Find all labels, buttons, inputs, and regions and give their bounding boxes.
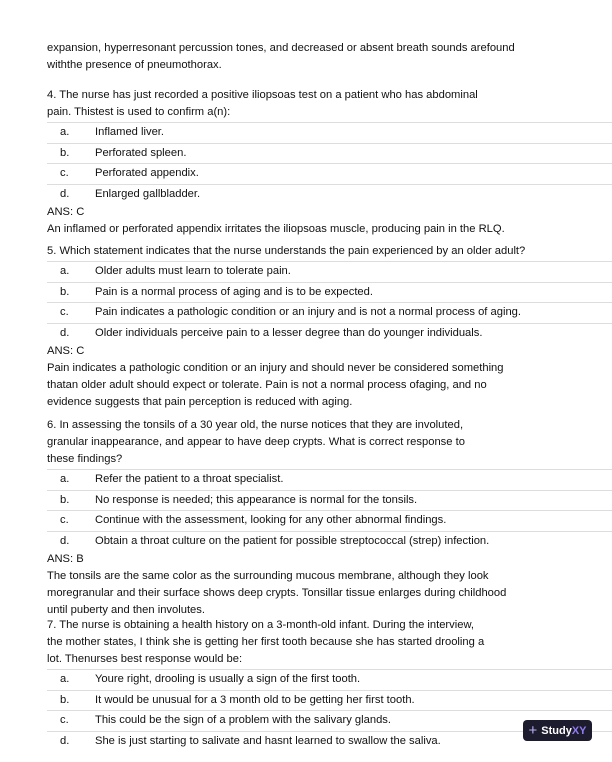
option-letter: c.	[60, 714, 69, 726]
studyxy-badge[interactable]	[523, 720, 592, 741]
option-text: No response is needed; this appearance is normal for the tonsils.	[95, 493, 418, 506]
option-letter: b.	[60, 146, 70, 159]
answer-key: ANS: B	[47, 553, 84, 565]
rationale-line: Pain indicates a pathologic condition or an injury and should never be considered something	[47, 362, 504, 374]
option-letter: c.	[60, 306, 69, 318]
question-stem: pain. Thistest is used to confirm a(n):	[47, 106, 231, 118]
option-row	[47, 669, 612, 690]
option-letter: d.	[60, 734, 70, 747]
rationale-line: The tonsils are the same color as the surrounding mucous membrane, although they look	[47, 570, 489, 582]
option-row	[47, 163, 612, 184]
option-letter: d.	[60, 534, 70, 547]
badge-main: Study	[541, 724, 572, 737]
option-letter: d.	[60, 187, 70, 200]
rationale-line: thatan older adult should expect or tolerate. Pain is not a normal process ofaging, and no	[47, 379, 487, 391]
option-text: Continue with the assessment, looking for any other abnormal findings.	[95, 514, 447, 526]
option-letter: c.	[60, 514, 69, 526]
option-letter: b.	[60, 693, 70, 706]
question-stem: granular inappearance, and appear to have deep crypts. What is correct response to	[47, 436, 465, 448]
question-stem: 7. The nurse is obtaining a health history on a 3-month-old infant. During the interview,	[47, 619, 475, 631]
option-row	[47, 469, 612, 490]
option-row	[47, 302, 612, 323]
option-text: Refer the patient to a throat specialist.	[95, 473, 284, 485]
option-row	[47, 282, 612, 303]
question-4	[47, 87, 612, 238]
option-row	[47, 184, 612, 205]
option-text: This could be the sign of a problem with the salivary glands.	[95, 714, 392, 726]
options-list	[47, 469, 612, 551]
option-text: Perforated appendix.	[95, 167, 199, 179]
option-letter: a.	[60, 673, 70, 685]
option-text: It would be unusual for a 3 month old to be getting her first tooth.	[95, 693, 415, 706]
question-5	[47, 243, 612, 411]
plus-icon: +	[528, 722, 538, 739]
option-letter: a.	[60, 473, 70, 485]
intro-paragraph	[47, 40, 612, 74]
options-list	[47, 261, 612, 343]
rationale-line: until puberty and then involutes.	[47, 604, 205, 616]
question-stem: 6. In assessing the tonsils of a 30 year old, the nurse notices that they are involuted,	[47, 419, 464, 431]
question-stem: the mother states, I think she is getting her first tooth because she has started drooling a	[47, 636, 485, 648]
option-row	[47, 690, 612, 711]
question-stem: 5. Which statement indicates that the nurse understands the pain experienced by an older adult?	[47, 245, 526, 257]
option-row	[47, 323, 612, 344]
option-text: Obtain a throat culture on the patient for possible streptococcal (strep) infection.	[95, 534, 490, 547]
answer-key: ANS: C	[47, 206, 85, 218]
badge-accent: XY	[571, 724, 587, 737]
question-stem: lot. Thenurses best response would be:	[47, 653, 243, 665]
option-row	[47, 490, 612, 511]
question-stem: 4. The nurse has just recorded a positive iliopsoas test on a patient who has abdominal	[47, 89, 478, 101]
option-text: Perforated spleen.	[95, 146, 187, 159]
text-line: expansion, hyperresonant percussion tones, and decreased or absent breath sounds arefound	[47, 42, 515, 54]
option-letter: c.	[60, 167, 69, 179]
option-text: Enlarged gallbladder.	[95, 187, 201, 200]
option-text: Pain indicates a pathologic condition or an injury and is not a normal process of aging.	[95, 306, 522, 318]
question-6	[47, 417, 612, 619]
option-text: Inflamed liver.	[95, 126, 165, 138]
option-row	[47, 122, 612, 143]
rationale-line: moregranular and their surface shows deep crypts. Tonsillar tissue enlarges during childhood	[47, 587, 507, 599]
option-letter: b.	[60, 285, 70, 298]
option-text: Pain is a normal process of aging and is to be expected.	[95, 285, 373, 298]
option-text: Older adults must learn to tolerate pain.	[95, 265, 291, 277]
option-letter: b.	[60, 493, 70, 506]
option-row	[47, 531, 612, 552]
rationale-line: evidence suggests that pain perception is reduced with aging.	[47, 396, 353, 408]
option-text: She is just starting to salivate and hasnt learned to swallow the saliva.	[95, 734, 441, 747]
option-text: Older individuals perceive pain to a lesser degree than do younger individuals.	[95, 326, 483, 339]
option-row	[47, 510, 612, 531]
options-list	[47, 122, 612, 204]
answer-key: ANS: C	[47, 345, 85, 357]
question-stem: these findings?	[47, 453, 123, 465]
option-row	[47, 143, 612, 164]
option-letter: d.	[60, 326, 70, 339]
option-letter: a.	[60, 126, 70, 138]
rationale-line: An inflamed or perforated appendix irritates the iliopsoas muscle, producing pain in the RLQ.	[47, 223, 505, 235]
text-line: withthe presence of pneumothorax.	[47, 59, 222, 71]
option-letter: a.	[60, 265, 70, 277]
option-text: Youre right, drooling is usually a sign of the first tooth.	[95, 673, 361, 685]
option-row	[47, 261, 612, 282]
